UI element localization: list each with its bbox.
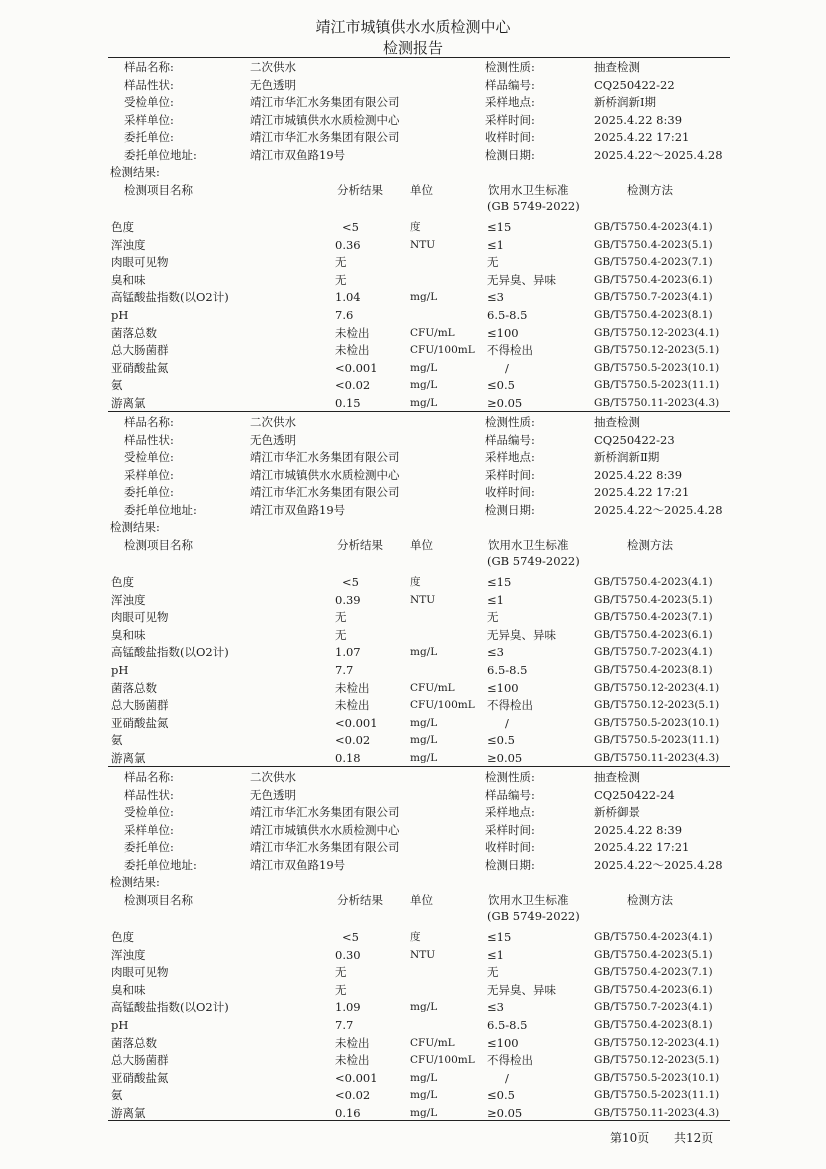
sample-3-row-standard: 无 — [487, 965, 499, 980]
sample-3-test-date: 2025.4.22～2025.4.28 — [594, 857, 723, 872]
sample-3-row-result: 1.09 — [335, 1000, 361, 1015]
sample-1-row-method: GB/T5750.4-2023(5.1) — [594, 238, 713, 251]
sample-3-row-item: 游离氯 — [111, 1106, 146, 1120]
sample-2-row-method: GB/T5750.4-2023(6.1) — [594, 628, 713, 641]
sample-3-row-unit: mg/L — [410, 1071, 438, 1084]
sample-3-row-result: 无 — [335, 965, 347, 980]
sample-1-col-result-header: 分析结果 — [337, 183, 383, 197]
sample-1-row-result: 7.6 — [335, 308, 354, 322]
page-number: 第10页 — [610, 1131, 650, 1145]
sample-1-row-item: 亚硝酸盐氮 — [111, 360, 169, 375]
sample-3-col-method-header: 检测方法 — [627, 893, 673, 907]
sample-3-sample-no-label: 样品编号: — [485, 787, 535, 802]
sample-3-row-method: GB/T5750.5-2023(11.1) — [594, 1089, 720, 1102]
sample-2-row-result: 未检出 — [335, 698, 370, 713]
sample-3-row-method: GB/T5750.7-2023(4.1) — [594, 1001, 713, 1014]
sample-3-row-method: GB/T5750.5-2023(10.1) — [594, 1071, 720, 1084]
sample-2-col-unit-header: 单位 — [410, 538, 433, 552]
sample-1-row-unit: mg/L — [410, 291, 438, 304]
sample-1-row-standard: ≤0.5 — [487, 378, 515, 393]
sample-3-row-method: GB/T5750.4-2023(5.1) — [594, 948, 713, 961]
sample-2-client-unit-label: 委托单位: — [124, 485, 174, 499]
sample-2-row-result: 未检出 — [335, 680, 370, 695]
sample-1-row-unit: CFU/mL — [410, 326, 455, 339]
sample-1-sampling-site-label: 采样地点: — [485, 95, 535, 109]
sample-1-row-method: GB/T5750.5-2023(11.1) — [594, 379, 720, 392]
sample-1-row-item: 游离氯 — [111, 396, 146, 410]
sample-3-row-unit: CFU/mL — [410, 1036, 455, 1049]
sample-1-row-method: GB/T5750.12-2023(4.1) — [594, 326, 720, 339]
sample-2-row-item: 氨 — [111, 733, 123, 748]
sample-1-results-label: 检测结果: — [110, 165, 160, 179]
sample-2-row-unit: 度 — [410, 576, 421, 588]
sample-2-row-method: GB/T5750.4-2023(7.1) — [594, 611, 713, 624]
sample-2-test-date: 2025.4.22～2025.4.28 — [594, 502, 723, 517]
sample-2-sample-no-label: 样品编号: — [485, 432, 535, 447]
sample-1-row-item: pH — [111, 308, 129, 322]
sample-2-row-item: 臭和味 — [111, 627, 146, 642]
page-total: 共12页 — [674, 1131, 714, 1145]
sample-3-row-standard: 6.5-8.5 — [487, 1018, 528, 1032]
sample-2-row-unit: CFU/100mL — [410, 699, 475, 712]
sample-3-row-unit: CFU/100mL — [410, 1054, 475, 1067]
sample-2-row-standard: ≤0.5 — [487, 733, 515, 748]
sample-3-row-result: 7.7 — [335, 1018, 354, 1032]
sample-1-test-date-label: 检测日期: — [485, 147, 535, 162]
sample-2-sampling-time-label: 采样时间: — [485, 467, 535, 482]
sample-2-test-type-label: 检测性质: — [485, 415, 535, 429]
header-rule — [108, 57, 730, 58]
sample-3-client-address-label: 委托单位地址: — [124, 857, 197, 872]
sample-1-sample-state: 无色透明 — [250, 77, 296, 92]
sample-3-sample-no: CQ250422-24 — [594, 787, 675, 802]
sample-2-row-result: 0.18 — [335, 751, 361, 765]
sample-3-sample-name-label: 样品名称: — [124, 770, 174, 784]
sample-3-row-standard: 不得检出 — [487, 1053, 533, 1068]
sample-1-row-result: 1.04 — [335, 290, 361, 305]
sample-1-row-method: GB/T5750.11-2023(4.3) — [594, 397, 720, 409]
sample-1-row-unit: 度 — [410, 221, 421, 233]
footer-rule — [108, 1120, 730, 1121]
sample-3-sampling-site-label: 采样地点: — [485, 805, 535, 819]
sample-3-sampling-time-label: 采样时间: — [485, 822, 535, 837]
sample-1-row-result: 0.15 — [335, 396, 361, 410]
sample-3-row-unit: mg/L — [410, 1089, 438, 1102]
sample-2-row-item: 高锰酸盐指数(以O2计) — [111, 645, 229, 660]
sample-2-row-item: 菌落总数 — [111, 680, 157, 695]
sample-2-inspected-unit: 靖江市华汇水务集团有限公司 — [250, 450, 400, 464]
sample-3-sample-state: 无色透明 — [250, 787, 296, 802]
sample-2-row-item: 肉眼可见物 — [111, 610, 169, 625]
sample-2-row-unit: mg/L — [410, 752, 438, 764]
sample-1-row-result: 无 — [335, 255, 347, 270]
sample-1-row-result: <0.02 — [335, 378, 371, 393]
sample-2-row-item: 总大肠菌群 — [111, 698, 169, 713]
sample-1-row-method: GB/T5750.4-2023(6.1) — [594, 273, 713, 286]
sample-1-sampling-time: 2025.4.22 8:39 — [594, 112, 683, 127]
sample-2-sampling-unit: 靖江市城镇供水水质检测中心 — [250, 467, 400, 482]
org-title: 靖江市城镇供水水质检测中心 — [315, 18, 511, 36]
sample-1-inspected-unit-label: 受检单位: — [124, 95, 174, 109]
sample-3-row-standard: ≤100 — [487, 1035, 519, 1050]
sample-3-row-standard: ≤0.5 — [487, 1088, 515, 1103]
sample-3-row-item: 亚硝酸盐氮 — [111, 1070, 169, 1085]
sample-1-sampling-site: 新桥润新Ⅰ期 — [594, 95, 657, 109]
sample-1-row-method: GB/T5750.4-2023(7.1) — [594, 256, 713, 269]
sample-1-col-method-header: 检测方法 — [627, 183, 673, 197]
sample-3-row-item: 菌落总数 — [111, 1035, 157, 1050]
sample-1-row-method: GB/T5750.4-2023(8.1) — [594, 309, 713, 321]
sample-3-row-method: GB/T5750.4-2023(4.1) — [594, 931, 713, 943]
sample-1-row-item: 高锰酸盐指数(以O2计) — [111, 290, 229, 305]
sample-2-sampling-time: 2025.4.22 8:39 — [594, 467, 683, 482]
sample-2-col-standard-sub-header: (GB 5749-2022) — [487, 554, 580, 568]
sample-2-row-method: GB/T5750.12-2023(4.1) — [594, 681, 720, 694]
sample-3-test-type-label: 检测性质: — [485, 770, 535, 784]
sample-2-row-result: <0.02 — [335, 733, 371, 748]
sample-1-row-result: <5 — [342, 220, 359, 234]
sample-1-client-unit-label: 委托单位: — [124, 130, 174, 144]
sample-1-sample-no: CQ250422-22 — [594, 77, 675, 92]
sample-1-row-result: 0.36 — [335, 237, 361, 252]
sample-2-row-standard: ≤15 — [487, 575, 512, 589]
sample-2-row-standard: ≤100 — [487, 680, 519, 695]
sample-2-client-address: 靖江市双鱼路19号 — [250, 502, 346, 517]
sample-3-row-result: 未检出 — [335, 1053, 370, 1068]
sample-3-inspected-unit: 靖江市华汇水务集团有限公司 — [250, 805, 400, 819]
sample-3-col-unit-header: 单位 — [410, 893, 433, 907]
sample-1-row-method: GB/T5750.5-2023(10.1) — [594, 361, 720, 374]
sample-1-sample-no-label: 样品编号: — [485, 77, 535, 92]
sample-1-test-type: 抽查检测 — [594, 60, 640, 74]
sample-2-row-method: GB/T5750.12-2023(5.1) — [594, 699, 720, 712]
sample-1-row-standard: 无 — [487, 255, 499, 270]
sample-3-row-result: 无 — [335, 982, 347, 997]
sample-2-test-type: 抽查检测 — [594, 415, 640, 429]
sample-2-row-method: GB/T5750.4-2023(4.1) — [594, 576, 713, 588]
sample-1-row-standard: ≤15 — [487, 220, 512, 234]
sample-2-row-result: 无 — [335, 627, 347, 642]
sample-2-col-result-header: 分析结果 — [337, 538, 383, 552]
sample-2-row-item: 浑浊度 — [111, 592, 146, 607]
sample-2-row-result: <5 — [342, 575, 359, 589]
section-divider — [108, 411, 730, 412]
sample-1-row-item: 氨 — [111, 378, 123, 393]
sample-1-row-result: 未检出 — [335, 343, 370, 358]
sample-2-row-method: GB/T5750.5-2023(10.1) — [594, 716, 720, 729]
sample-3-sampling-unit-label: 采样单位: — [124, 822, 174, 837]
sample-2-row-standard: 无异臭、异味 — [487, 627, 556, 642]
sample-2-row-item: 游离氯 — [111, 751, 146, 765]
sample-1-row-item: 菌落总数 — [111, 325, 157, 340]
sample-2-row-result: 7.7 — [335, 663, 354, 677]
sample-2-row-result: <0.001 — [335, 715, 378, 730]
sample-3-row-item: 总大肠菌群 — [111, 1053, 169, 1068]
sample-1-row-standard: / — [505, 360, 509, 375]
sample-3-client-unit-label: 委托单位: — [124, 840, 174, 854]
sample-1-sampling-unit: 靖江市城镇供水水质检测中心 — [250, 112, 400, 127]
sample-3-row-result: <5 — [342, 930, 359, 944]
sample-1-row-item: 肉眼可见物 — [111, 255, 169, 270]
sample-2-sampling-unit-label: 采样单位: — [124, 467, 174, 482]
sample-1-row-standard: 不得检出 — [487, 343, 533, 358]
sample-3-row-unit: mg/L — [410, 1107, 438, 1119]
sample-1-row-standard: ≤1 — [487, 237, 504, 252]
sample-2-row-unit: mg/L — [410, 734, 438, 747]
sample-2-sample-name: 二次供水 — [250, 415, 296, 429]
sample-3-row-standard: 无异臭、异味 — [487, 982, 556, 997]
sample-2-client-address-label: 委托单位地址: — [124, 502, 197, 517]
sample-3-row-result: 0.16 — [335, 1106, 361, 1120]
sample-2-row-result: 1.07 — [335, 645, 361, 660]
sample-2-sampling-site-label: 采样地点: — [485, 450, 535, 464]
sample-2-row-unit: CFU/mL — [410, 681, 455, 694]
sample-3-client-address: 靖江市双鱼路19号 — [250, 857, 346, 872]
sample-3-receive-time-label: 收样时间: — [485, 840, 535, 854]
sample-1-row-item: 总大肠菌群 — [111, 343, 169, 358]
sample-3-col-standard-header: 饮用水卫生标准 — [488, 893, 569, 907]
sample-2-test-date-label: 检测日期: — [485, 502, 535, 517]
sample-3-row-unit: mg/L — [410, 1001, 438, 1014]
sample-3-sample-state-label: 样品性状: — [124, 787, 174, 802]
sample-2-row-standard: / — [505, 715, 509, 730]
sample-1-row-result: <0.001 — [335, 360, 378, 375]
sample-2-sample-state-label: 样品性状: — [124, 432, 174, 447]
sample-1-row-item: 浑浊度 — [111, 237, 146, 252]
sample-1-row-standard: ≥0.05 — [487, 396, 523, 410]
sample-1-receive-time-label: 收样时间: — [485, 130, 535, 144]
sample-2-row-unit: mg/L — [410, 646, 438, 659]
sample-3-row-standard: ≤3 — [487, 1000, 504, 1015]
sample-1-sample-state-label: 样品性状: — [124, 77, 174, 92]
sample-3-sample-name: 二次供水 — [250, 770, 296, 784]
sample-1-row-unit: NTU — [410, 238, 436, 251]
sample-1-sample-name-label: 样品名称: — [124, 60, 174, 74]
sample-3-test-type: 抽查检测 — [594, 770, 640, 784]
sample-2-row-unit: NTU — [410, 593, 436, 606]
sample-2-sample-no: CQ250422-23 — [594, 432, 675, 447]
sample-3-row-result: 0.30 — [335, 947, 361, 962]
sample-1-row-standard: ≤3 — [487, 290, 504, 305]
sample-3-receive-time: 2025.4.22 17:21 — [594, 840, 690, 854]
sample-1-sample-name: 二次供水 — [250, 60, 296, 74]
sample-1-row-standard: 无异臭、异味 — [487, 272, 556, 287]
sample-1-row-method: GB/T5750.4-2023(4.1) — [594, 221, 713, 233]
sample-2-row-standard: 不得检出 — [487, 698, 533, 713]
sample-3-row-unit: NTU — [410, 948, 436, 961]
sample-3-row-method: GB/T5750.11-2023(4.3) — [594, 1107, 720, 1119]
sample-2-client-unit: 靖江市华汇水务集团有限公司 — [250, 485, 400, 499]
sample-3-row-method: GB/T5750.4-2023(7.1) — [594, 966, 713, 979]
sample-1-row-unit: mg/L — [410, 361, 438, 374]
sample-1-row-result: 无 — [335, 272, 347, 287]
sample-2-row-unit: mg/L — [410, 716, 438, 729]
sample-2-row-item: 色度 — [111, 575, 134, 589]
sample-3-row-method: GB/T5750.12-2023(5.1) — [594, 1054, 720, 1067]
sample-3-row-method: GB/T5750.12-2023(4.1) — [594, 1036, 720, 1049]
sample-3-row-method: GB/T5750.4-2023(8.1) — [594, 1019, 713, 1031]
sample-2-inspected-unit-label: 受检单位: — [124, 450, 174, 464]
sample-1-client-unit: 靖江市华汇水务集团有限公司 — [250, 130, 400, 144]
sample-1-row-item: 色度 — [111, 220, 134, 234]
sample-1-row-unit: mg/L — [410, 397, 438, 409]
sample-2-receive-time: 2025.4.22 17:21 — [594, 485, 690, 499]
sample-1-client-address-label: 委托单位地址: — [124, 147, 197, 162]
section-divider — [108, 766, 730, 767]
sample-2-sample-name-label: 样品名称: — [124, 415, 174, 429]
sample-3-test-date-label: 检测日期: — [485, 857, 535, 872]
sample-2-row-item: pH — [111, 663, 129, 677]
sample-2-row-standard: ≤1 — [487, 592, 504, 607]
sample-2-results-label: 检测结果: — [110, 520, 160, 534]
sample-3-row-result: <0.02 — [335, 1088, 371, 1103]
sample-1-test-type-label: 检测性质: — [485, 60, 535, 74]
sample-2-col-item-header: 检测项目名称 — [124, 538, 193, 552]
sample-1-client-address: 靖江市双鱼路19号 — [250, 147, 346, 162]
sample-2-row-method: GB/T5750.11-2023(4.3) — [594, 752, 720, 764]
sample-3-row-result: <0.001 — [335, 1070, 378, 1085]
doc-title: 检测报告 — [382, 39, 443, 57]
sample-3-row-item: 肉眼可见物 — [111, 965, 169, 980]
sample-3-inspected-unit-label: 受检单位: — [124, 805, 174, 819]
sample-1-row-method: GB/T5750.7-2023(4.1) — [594, 291, 713, 304]
sample-2-col-method-header: 检测方法 — [627, 538, 673, 552]
sample-3-row-result: 未检出 — [335, 1035, 370, 1050]
sample-1-row-result: 未检出 — [335, 325, 370, 340]
sample-2-row-standard: ≥0.05 — [487, 751, 523, 765]
sample-2-row-method: GB/T5750.4-2023(5.1) — [594, 593, 713, 606]
sample-2-sample-state: 无色透明 — [250, 432, 296, 447]
sample-1-row-item: 臭和味 — [111, 272, 146, 287]
sample-3-col-item-header: 检测项目名称 — [124, 893, 193, 907]
sample-2-row-method: GB/T5750.4-2023(8.1) — [594, 664, 713, 676]
sample-2-row-method: GB/T5750.5-2023(11.1) — [594, 734, 720, 747]
sample-2-col-standard-header: 饮用水卫生标准 — [488, 538, 569, 552]
sample-1-row-standard: 6.5-8.5 — [487, 308, 528, 322]
sample-2-row-result: 无 — [335, 610, 347, 625]
sample-3-row-unit: 度 — [410, 931, 421, 943]
sample-3-row-standard: ≤15 — [487, 930, 512, 944]
sample-3-row-item: pH — [111, 1018, 129, 1032]
sample-2-row-result: 0.39 — [335, 592, 361, 607]
sample-2-row-standard: 6.5-8.5 — [487, 663, 528, 677]
sample-3-col-standard-sub-header: (GB 5749-2022) — [487, 909, 580, 923]
sample-1-row-method: GB/T5750.12-2023(5.1) — [594, 344, 720, 357]
sample-3-row-standard: / — [505, 1070, 509, 1085]
sample-1-test-date: 2025.4.22～2025.4.28 — [594, 147, 723, 162]
sample-3-sampling-unit: 靖江市城镇供水水质检测中心 — [250, 822, 400, 837]
sample-3-row-item: 氨 — [111, 1088, 123, 1103]
sample-3-row-method: GB/T5750.4-2023(6.1) — [594, 983, 713, 996]
sample-1-receive-time: 2025.4.22 17:21 — [594, 130, 690, 144]
sample-2-row-item: 亚硝酸盐氮 — [111, 715, 169, 730]
sample-1-col-standard-header: 饮用水卫生标准 — [488, 183, 569, 197]
sample-1-col-item-header: 检测项目名称 — [124, 183, 193, 197]
sample-1-col-standard-sub-header: (GB 5749-2022) — [487, 199, 580, 213]
sample-3-row-item: 浑浊度 — [111, 947, 146, 962]
sample-2-row-method: GB/T5750.7-2023(4.1) — [594, 646, 713, 659]
sample-3-sampling-site: 新桥御景 — [594, 805, 640, 819]
sample-2-receive-time-label: 收样时间: — [485, 485, 535, 499]
sample-1-row-unit: CFU/100mL — [410, 344, 475, 357]
sample-1-row-unit: mg/L — [410, 379, 438, 392]
sample-3-sampling-time: 2025.4.22 8:39 — [594, 822, 683, 837]
sample-3-row-item: 色度 — [111, 930, 134, 944]
sample-3-row-item: 臭和味 — [111, 982, 146, 997]
sample-3-results-label: 检测结果: — [110, 875, 160, 889]
sample-3-client-unit: 靖江市华汇水务集团有限公司 — [250, 840, 400, 854]
sample-2-row-standard: 无 — [487, 610, 499, 625]
sample-3-row-standard: ≤1 — [487, 947, 504, 962]
sample-1-sampling-time-label: 采样时间: — [485, 112, 535, 127]
sample-1-sampling-unit-label: 采样单位: — [124, 112, 174, 127]
sample-3-col-result-header: 分析结果 — [337, 893, 383, 907]
sample-1-row-standard: ≤100 — [487, 325, 519, 340]
sample-1-inspected-unit: 靖江市华汇水务集团有限公司 — [250, 95, 400, 109]
sample-1-col-unit-header: 单位 — [410, 183, 433, 197]
sample-2-sampling-site: 新桥润新Ⅱ期 — [594, 450, 660, 464]
sample-2-row-standard: ≤3 — [487, 645, 504, 660]
sample-3-row-standard: ≥0.05 — [487, 1106, 523, 1120]
sample-3-row-item: 高锰酸盐指数(以O2计) — [111, 1000, 229, 1015]
